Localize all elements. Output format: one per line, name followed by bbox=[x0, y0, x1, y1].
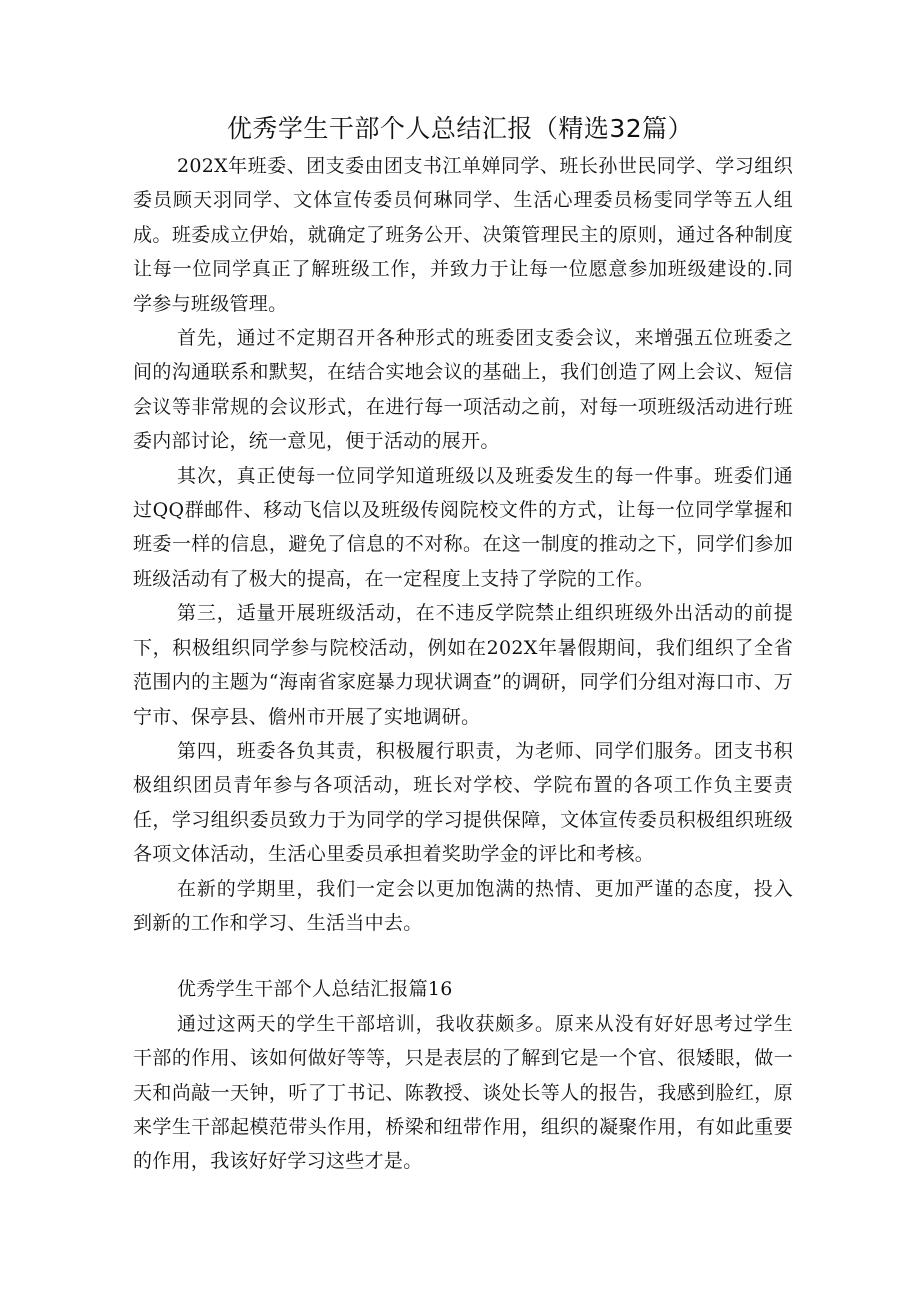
paragraph-2: 首先，通过不定期召开各种形式的班委团支委会议，来增强五位班委之间的沟通联系和默契，在结合实地会议的基础上，我们创造了网上会议、短信会议等非常规的会议形式，在进行每一项活动之前，对每一项班级活动进行班委内部讨论，统一意见，便于活动的展开。 bbox=[133, 327, 793, 453]
paragraph-4: 第三，适量开展班级活动，在不违反学院禁止组织班级外出活动的前提下，积极组织同学参与院校活动，例如在202X年暑假期间，我们组织了全省范围内的主题为“海南省家庭暴力现状调查”的调研，同学们分组对海口市、万宁市、保亭县、儋州市开展了实地调研。 bbox=[133, 602, 793, 728]
section-gap bbox=[133, 940, 793, 972]
paragraph-3: 其次，真正使每一位同学知道班级以及班委发生的每一件事。班委们通过QQ群邮件、移动飞信以及班级传阅院校文件的方式，让每一位同学掌握和班委一样的信息，避免了信息的不对称。在这一制度的推动之下，同学们参加班级活动有了极大的提高，在一定程度上支持了学院的工作。 bbox=[133, 464, 793, 590]
section-heading: 优秀学生干部个人总结汇报篇16 bbox=[177, 978, 453, 1001]
paragraph-6: 在新的学期里，我们一定会以更加饱满的热情、更加严谨的态度，投入到新的工作和学习、生活当中去。 bbox=[133, 877, 793, 934]
paragraph-5: 第四，班委各负其责，积极履行职责，为老师、同学们服务。团支书积极组织团员青年参与各项活动，班长对学校、学院布置的各项工作负主要责任，学习组织委员致力于为同学的学习提供保障，文体宣传委员积极组织班级各项文体活动，生活心里委员承担着奖助学金的评比和考核。 bbox=[133, 739, 793, 866]
document-title: 优秀学生干部个人总结汇报（精选32篇） bbox=[226, 114, 694, 143]
paragraph-1: 202X年班委、团支委由团支书江单婵同学、班长孙世民同学、学习组织委员顾天羽同学、文体宣传委员何琳同学、生活心理委员杨雯同学等五人组成。班委成立伊始，就确定了班务公开、决策管理民主的原则，通过各种制度让每一位同学真正了解班级工作，并致力于让每一位愿意参加班级建设的.同学参与班级管理。 bbox=[133, 155, 793, 315]
section-paragraph-1: 通过这两天的学生干部培训，我收获颇多。原来从没有好好思考过学生干部的作用、该如何做好等等，只是表层的了解到它是一个官、很矮眼，做一天和尚敲一天钟，听了丁书记、陈教授、谈处长等人的报告，我感到脸红，原来学生干部起模范带头作用，桥梁和纽带作用，组织的凝聚作用，有如此重要的作用，我该好好学习这些才是。 bbox=[133, 1012, 793, 1173]
document-body bbox=[133, 149, 793, 1179]
